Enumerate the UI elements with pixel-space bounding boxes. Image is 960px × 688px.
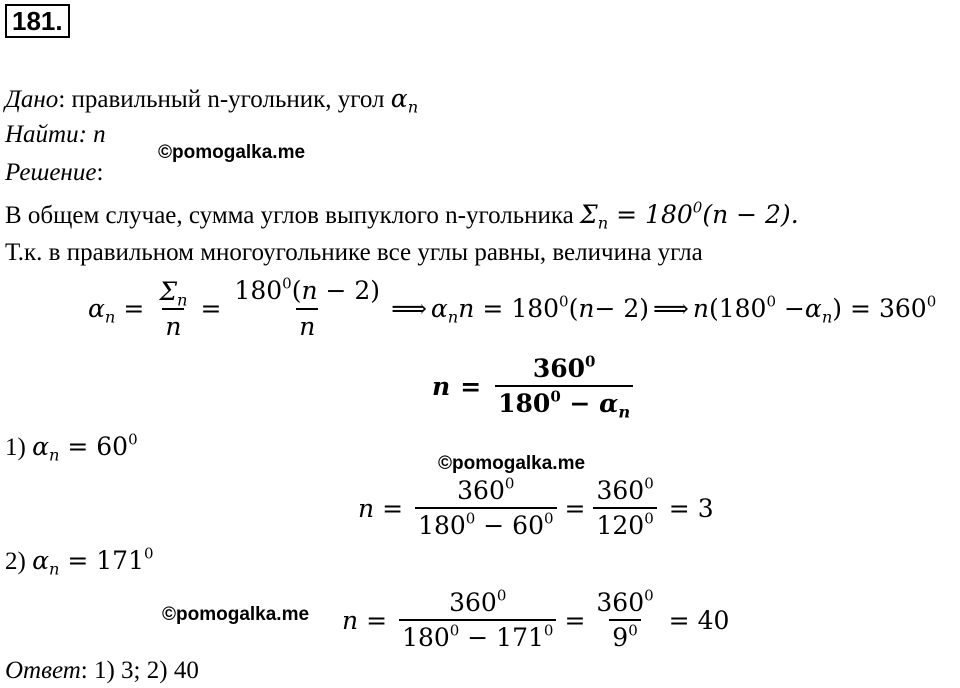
general-formula: n = $\frac{360^0}{180^0 - \alpha_n}$ (432, 354, 637, 419)
find-line (5, 120, 106, 150)
case2-value: 171 (96, 546, 144, 575)
given-line (5, 84, 418, 115)
case1-line: 1) $\alpha_n = 60^0$ (5, 430, 138, 465)
given-label: Дано (5, 86, 59, 113)
regular-polygon-line: Т.к. в правильном многоугольнике все углы равны, величина угла (5, 239, 703, 266)
case1-value: 60 (96, 432, 129, 461)
watermark-1: ©pomogalka.me (158, 142, 306, 163)
case2-result: 40 (697, 605, 730, 635)
watermark-2: ©pomogalka.me (438, 453, 586, 474)
watermark-3: ©pomogalka.me (162, 604, 310, 625)
alpha-n-symbol: $\alpha_n$ (390, 84, 419, 117)
solution-colon: : (96, 159, 104, 186)
case2-line: 2) $\alpha_n = 171^0$ (5, 544, 154, 579)
problem-number: 181. (5, 4, 70, 38)
sum-angles-formula: $\Sigma_n = 180^0(n - 2)$. (580, 198, 799, 233)
sum-angles-text: В общем случае, сумма углов выпуклого n-угольника (5, 202, 581, 229)
given-text: : правильный n-угольник, угол (58, 86, 391, 113)
case1-result: 3 (697, 493, 714, 523)
find-label: Найти (5, 121, 79, 148)
case2-computation: n = $\frac{360^0}{180^0 - 171^0}$ = $\frac{360^0}{9^0}$ = 40 (342, 586, 730, 652)
case1-label: 1) (5, 434, 33, 461)
solution-line (5, 158, 103, 188)
find-text: : n (78, 121, 106, 148)
derivation-formula: $\alpha_n$ = $\frac{\Sigma_n}{n}$ = $\frac{180^0(n - 2)}{n}$ ⟹ $\alpha_nn$ = $180^0$( n − 2) ⟹ n ($180^0$ − $\alpha_n$ ) = $360^0$ (88, 274, 937, 341)
answer-line (5, 656, 199, 686)
case1-computation: n = $\frac{360^0}{180^0 - 60^0}$ = $\frac{360^0}{120^0}$ = 3 (358, 474, 714, 540)
answer-text: : 1) 3; 2) 40 (80, 657, 199, 684)
answer-label: Ответ (5, 657, 81, 684)
solution-label: Решение (5, 159, 97, 186)
sum-angles-line (5, 200, 799, 231)
case2-label: 2) (5, 548, 33, 575)
